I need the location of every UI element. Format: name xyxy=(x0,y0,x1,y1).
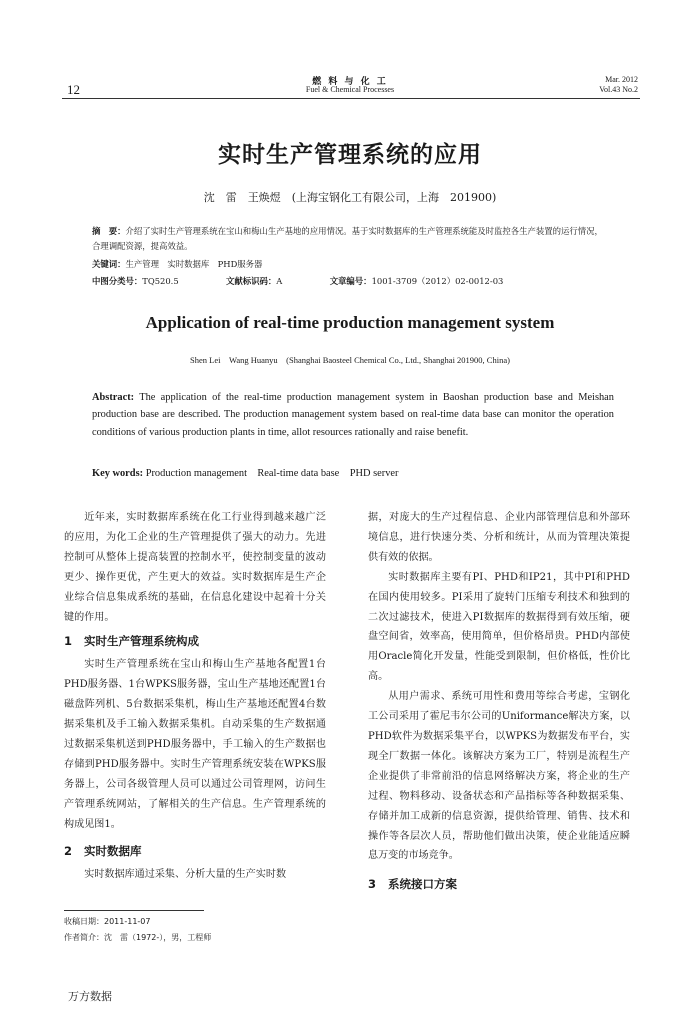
body-column-left xyxy=(64,508,326,885)
article-title-cn: 实时生产管理系统的应用 xyxy=(218,141,482,168)
keywords-cn-label: 关键词： xyxy=(92,259,126,269)
section-1-paragraph: 实时生产管理系统在宝山和梅山生产基地各配置1台PHD服务器、1台WPKS服务器，宝山生产基地还配置1台磁盘阵列机、5台数据采集机，梅山生产基地还配置4台数据采集机及手工输入数据采集机。自动采集的生产数据通过数据采集机送到PHD服务器中，手工输入的生产数据也存储到PHD服务器中。实时生产管理系统安装在WPKS服务器上，公司各级管理人员可以通过公司管理网，访问生产管理系统网站，了解相关的生产信息。生产管理系统的构成见图1。 xyxy=(64,659,326,830)
right-paragraph-3: 从用户需求、系统可用性和费用等综合考虑，宝钢化工公司采用了霍尼韦尔公司的Uniformance解决方案，以PHD软件为数据采集平台，以WPKS为数据发布平台，实现全厂数据一体化。该解决方案为工厂，特别是流程生产企业提供了非常前沿的信息网络解决方案，将企业的生产过程、物料移动、设备状态和产品指标等各种数据采集、存储并加工成新的信息资源，提供给管理、销售、技术和操作等各层次人员，帮助他们做出决策，使企业能适应瞬息万变的市场竞争。 xyxy=(368,691,630,862)
abstract-en-text: The application of the real-time production management system in Baoshan production base and Meishan production base are described. The production management system based on real-time data base can monitor the operation conditions of various production plants in time, allot resources rationally and raise benefit. xyxy=(92,392,614,438)
abstract-cn-text: 介绍了实时生产管理系统在宝山和梅山生产基地的应用情况。基于实时数据库的生产管理系统能及时监控各生产装置的运行情况，合理调配资源，提高效益。 xyxy=(92,226,603,251)
section-2-title: 实时数据库 xyxy=(84,843,142,858)
abstract-en xyxy=(92,389,614,441)
keywords-cn xyxy=(92,257,608,272)
journal-title-cn: 燃 料 与 化 工 xyxy=(312,77,388,87)
doc-code-label: 文献标识码： xyxy=(226,276,277,286)
abstract-en-label: Abstract: xyxy=(92,392,135,403)
received-date: 收稿日期：2011-11-07 xyxy=(64,917,151,926)
header-rule xyxy=(62,98,640,99)
classification-line xyxy=(92,274,608,289)
keywords-cn-text: 生产管理 实时数据库 PHD服务器 xyxy=(125,259,263,269)
journal-title-en: Fuel & Chemical Processes xyxy=(305,85,395,94)
section-1-title: 实时生产管理系统构成 xyxy=(84,634,199,649)
authors-cn: 沈 雷 王焕煜 (上海宝钢化工有限公司，上海 201900) xyxy=(203,191,497,204)
section-2-number: 2 xyxy=(64,843,73,858)
section-1-number: 1 xyxy=(64,634,73,649)
right-paragraph-1: 据，对庞大的生产过程信息、企业内部管理信息和外部环境信息，进行快速分类、分析和统计，从而为管理决策提供有效的依据。 xyxy=(368,512,630,563)
section-3-heading xyxy=(368,874,630,894)
authors-en: Shen Lei Wang Huanyu (Shanghai Baosteel Chemical Co., Ltd., Shanghai 201900, China) xyxy=(190,355,510,365)
section-3-title: 系统接口方案 xyxy=(388,877,457,892)
section-2-paragraph: 实时数据库通过采集、分析大量的生产实时数 xyxy=(84,868,287,880)
article-number-value: 1001-3709（2012）02-0012-03 xyxy=(371,276,504,286)
article-number-label: 文章编号： xyxy=(329,276,372,286)
intro-paragraph: 近年来，实时数据库系统在化工行业得到越来越广泛的应用，为化工企业的生产管理提供了强大的动力。先进控制可从整体上提高装置的控制水平，使控制变量的波动更少、操作更优，产生更大的效益。实时数据库是生产企业综合信息集成系统的基础，在信息化建设中起着十分关键的作用。 xyxy=(64,512,326,623)
right-paragraph-2: 实时数据库主要有PI、PHD和IP21，其中PI和PHD在国内使用较多。PI采用了旋转门压缩专利技术和独到的二次过滤技术，使进入PI数据库的数据得到有效压缩，硬盘空间省，效率高，使用简单，但价格昂贵。PHD内部使用Oracle简化开发量，性能受到限制，但价格低，性价比高。 xyxy=(368,571,630,683)
clc-value: TQ520.5 xyxy=(142,276,179,286)
clc-label: 中图分类号： xyxy=(92,276,143,286)
abstract-cn xyxy=(92,224,608,253)
section-3-number: 3 xyxy=(368,877,377,892)
keywords-en-text: Production management Real-time data base PHD server xyxy=(143,468,399,479)
section-2-heading xyxy=(64,841,326,861)
issue-date: Mar. 2012 xyxy=(605,75,638,84)
article-title-en: Application of real-time production management system xyxy=(145,313,555,332)
keywords-en xyxy=(92,464,614,479)
keywords-en-label: Key words: xyxy=(92,468,144,479)
author-bio: 作者简介：沈 雷（1972-），男，工程师 xyxy=(64,933,212,942)
body-column-right xyxy=(368,508,630,898)
page-number: 12 xyxy=(67,82,80,97)
wanfang-watermark: 万方数据 xyxy=(68,990,112,1003)
issue-volume: Vol.43 No.2 xyxy=(599,85,638,94)
abstract-cn-label: 摘 要： xyxy=(92,226,126,236)
section-1-heading xyxy=(64,631,326,651)
footnote-rule xyxy=(64,910,204,911)
doc-code-value: A xyxy=(276,276,283,286)
